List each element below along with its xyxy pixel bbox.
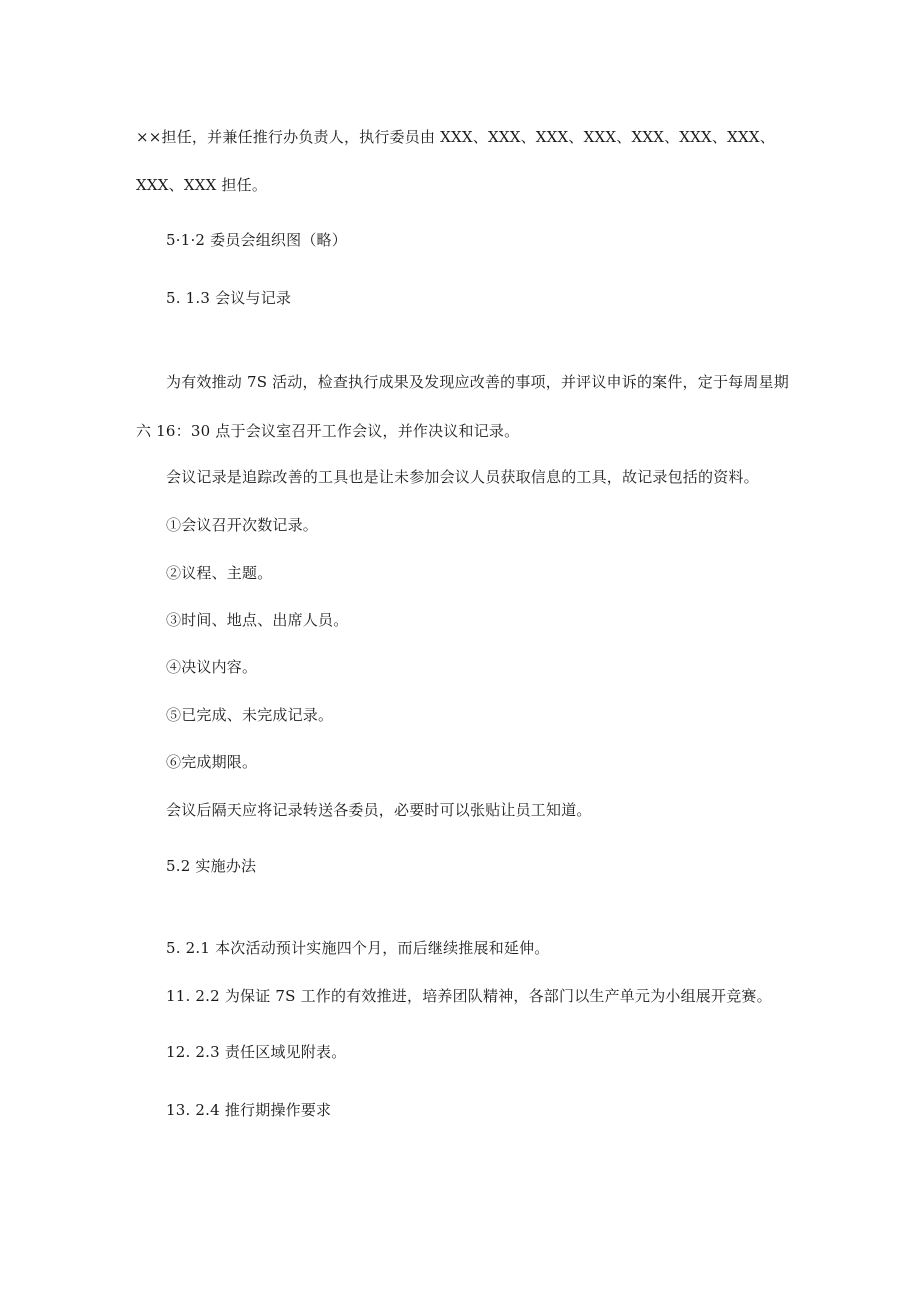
text-line-committee-members-cont: XXX、XXX 担任。 [136,176,268,194]
list-item-3: ③时间、地点、出席人员。 [166,611,349,629]
list-item-1: ①会议召开次数记录。 [166,516,319,534]
text-line-committee-members: ××担任，并兼任推行办负责人，执行委员由 XXX、XXX、XXX、XXX、XXX、XXX、XXX、 [136,128,775,146]
list-item-6: ⑥完成期限。 [166,753,258,771]
text-line-meeting-time: 六 16：30 点于会议室召开工作会议，并作决议和记录。 [136,422,520,440]
list-item-5: ⑤已完成、未完成记录。 [166,706,334,724]
section-heading-5-1-2: 5·1·2 委员会组织图（略） [166,231,347,249]
text-line-5-2-4: 13. 2.4 推行期操作要求 [166,1101,332,1119]
text-line-record-distribution: 会议后隔天应将记录转送各委员，必要时可以张贴让员工知道。 [166,801,592,819]
text-line-5-2-3: 12. 2.3 责任区域见附表。 [166,1043,347,1061]
section-heading-5-1-3: 5. 1.3 会议与记录 [166,289,292,307]
list-item-4: ④决议内容。 [166,658,258,676]
text-line-5-2-1: 5. 2.1 本次活动预计实施四个月，而后继续推展和延伸。 [166,939,550,957]
text-line-5-2-2: 11. 2.2 为保证 7S 工作的有效推进，培养团队精神，各部门以生产单元为小组展开竞赛。 [166,987,772,1005]
section-heading-5-2: 5.2 实施办法 [166,857,257,875]
text-line-meeting-purpose: 为有效推动 7S 活动，检查执行成果及发现应改善的事项，并评议申诉的案件，定于每周星期 [166,373,789,391]
list-item-2: ②议程、主题。 [166,564,273,582]
text-line-record-purpose: 会议记录是追踪改善的工具也是让未参加会议人员获取信息的工具，故记录包括的资料。 [166,468,759,486]
